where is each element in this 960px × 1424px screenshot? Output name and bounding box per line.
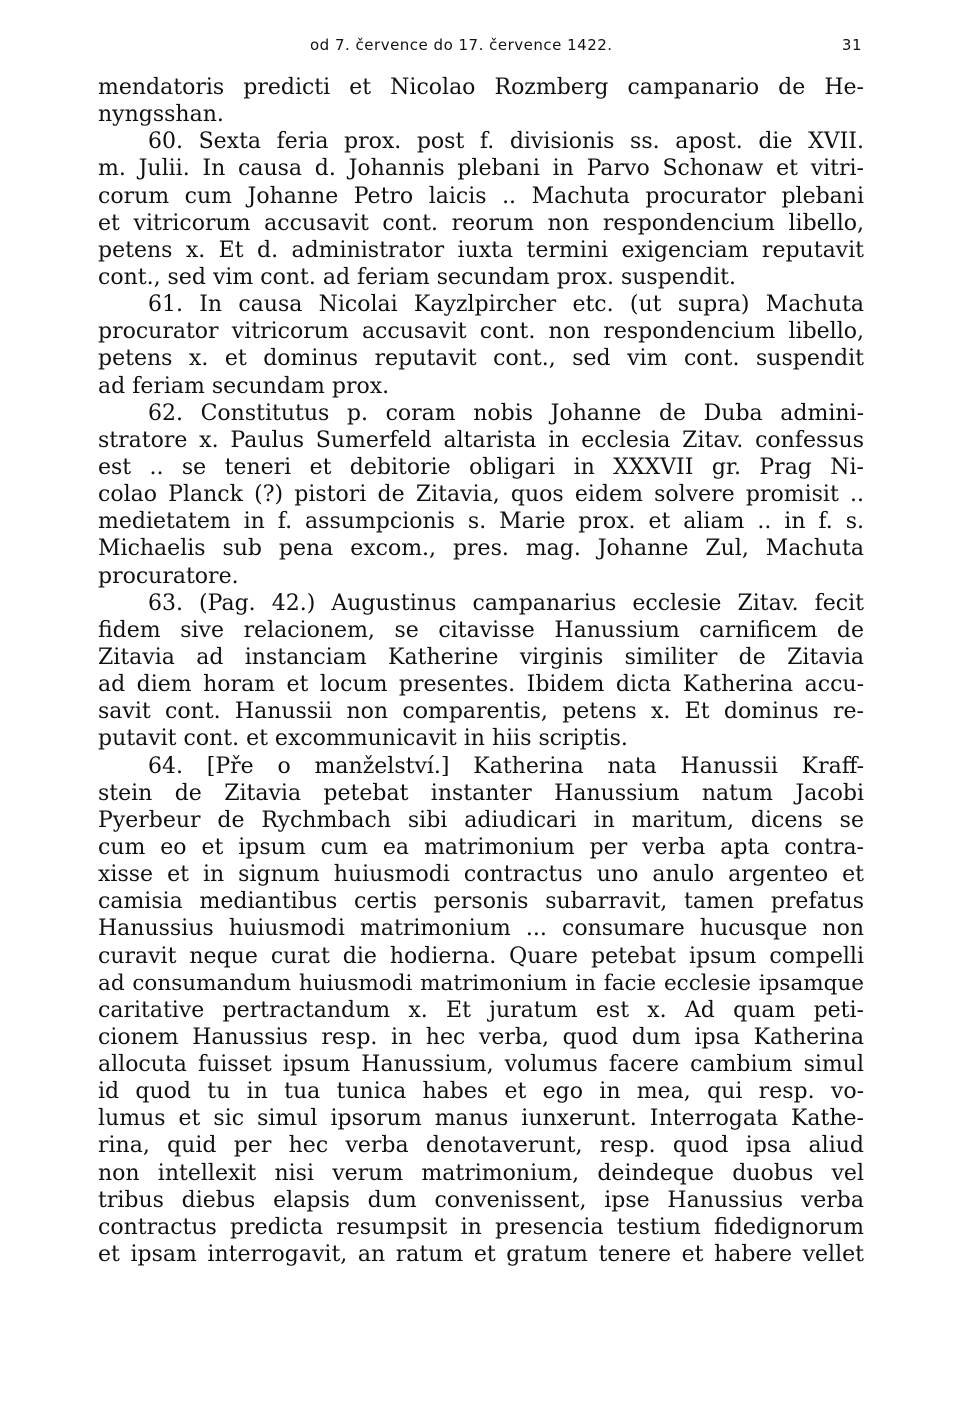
text-line: curavit neque curat die hodierna. Quare petebat ipsum compelli (98, 943, 864, 969)
text-line: cionem Hanussius resp. in hec verba, quod dum ipsa Katherina (98, 1024, 864, 1050)
text-line: nyngsshan. (98, 102, 224, 128)
body-text (98, 74, 864, 1268)
text-line: et ipsam interrogavit, an ratum et gratum tenere et habere vellet (98, 1242, 864, 1268)
text-line: colao Planck (?) pistori de Zitavia, quos eidem solvere promisit .. (98, 482, 864, 508)
text-line: fidem sive relacionem, se citavisse Hanussium carnificem de (98, 617, 864, 643)
text-line: camisia mediantibus certis personis subarravit, tamen prefatus (98, 889, 864, 915)
text-line: 60. Sexta feria prox. post f. divisionis ss. apost. die XVII. (148, 129, 864, 155)
text-line: contractus predicta resumpsit in presencia testium fidedignorum (98, 1214, 864, 1240)
text-line: ad feriam secundam prox. (98, 373, 390, 399)
text-line: non intellexit nisi verum matrimonium, deindeque duobus vel (98, 1160, 864, 1186)
text-line: id quod tu in tua tunica habes et ego in mea, qui resp. vo- (98, 1079, 864, 1105)
text-line: stratore x. Paulus Sumerfeld altarista in ecclesia Zitav. confessus (98, 427, 864, 453)
running-head (98, 30, 864, 74)
text-line: Zitavia ad instanciam Katherine virginis similiter de Zitavia (98, 644, 864, 670)
text-line: putavit cont. et excommunicavit in hiis scriptis. (98, 726, 628, 752)
text-line: procurator vitricorum accusavit cont. non respondencium libello, (98, 319, 864, 345)
text-line: stein de Zitavia petebat instanter Hanussium natum Jacobi (98, 780, 864, 806)
page-number: 31 (841, 36, 862, 54)
text-line: corum cum Johanne Petro laicis .. Machuta procurator plebani (98, 183, 864, 209)
text-line: 61. In causa Nicolai Kayzlpircher etc. (ut supra) Machuta (148, 292, 864, 318)
text-line: procuratore. (98, 563, 239, 589)
text-line: 62. Constitutus p. coram nobis Johanne de Duba admini- (148, 400, 864, 426)
text-line: et vitricorum accusavit cont. reorum non respondencium libello, (98, 210, 864, 236)
text-line: lumus et sic simul ipsorum manus iunxerunt. Interrogata Kathe- (98, 1106, 864, 1132)
text-line: Michaelis sub pena excom., pres. mag. Johanne Zul, Machuta (98, 536, 864, 562)
running-title: od 7. července do 17. července 1422. (310, 36, 613, 54)
text-line: 63. (Pag. 42.) Augustinus campanarius ecclesie Zitav. fecit (148, 590, 864, 616)
text-line: cont., sed vim cont. ad feriam secundam prox. suspendit. (98, 264, 736, 290)
text-line: petens x. et dominus reputavit cont., sed vim cont. suspendit (98, 346, 864, 372)
text-line: xisse et in signum huiusmodi contractus uno anulo argenteo et (98, 862, 864, 888)
document-page (98, 30, 864, 1268)
text-line: est .. se teneri et debitorie obligari in XXXVII gr. Prag Ni- (98, 454, 864, 480)
text-line: cum eo et ipsum cum ea matrimonium per verba apta contra- (98, 834, 864, 860)
text-line: 64. [Pře o manželství.] Katherina nata Hanussii Kraff- (148, 753, 864, 779)
text-line: allocuta fuisset ipsum Hanussium, volumus facere cambium simul (98, 1052, 864, 1078)
text-line: rina, quid per hec verba denotaverunt, resp. quod ipsa aliud (98, 1133, 864, 1159)
text-line: petens x. Et d. administrator iuxta termini exigenciam reputavit (98, 237, 864, 263)
text-line: m. Julii. In causa d. Johannis plebani in Parvo Schonaw et vitri- (98, 156, 864, 182)
text-line: ad diem horam et locum presentes. Ibidem dicta Katherina accu- (98, 672, 864, 698)
text-line: Hanussius huiusmodi matrimonium ... consumare hucusque non (98, 916, 864, 942)
text-line: mendatoris predicti et Nicolao Rozmberg campanario de He- (98, 75, 864, 100)
text-line: tribus diebus elapsis dum convenissent, ipse Hanussius verba (98, 1187, 864, 1213)
text-line: medietatem in f. assumpcionis s. Marie prox. et aliam .. in f. s. (98, 509, 864, 535)
text-line: Pyerbeur de Rychmbach sibi adiudicari in maritum, dicens se (98, 807, 864, 833)
text-line: caritative pertractandum x. Et juratum est x. Ad quam peti- (98, 997, 864, 1023)
text-line: savit cont. Hanussii non comparentis, petens x. Et dominus re- (98, 699, 864, 725)
text-line: ad consumandum huiusmodi matrimonium in facie ecclesie ipsamque (98, 970, 864, 996)
